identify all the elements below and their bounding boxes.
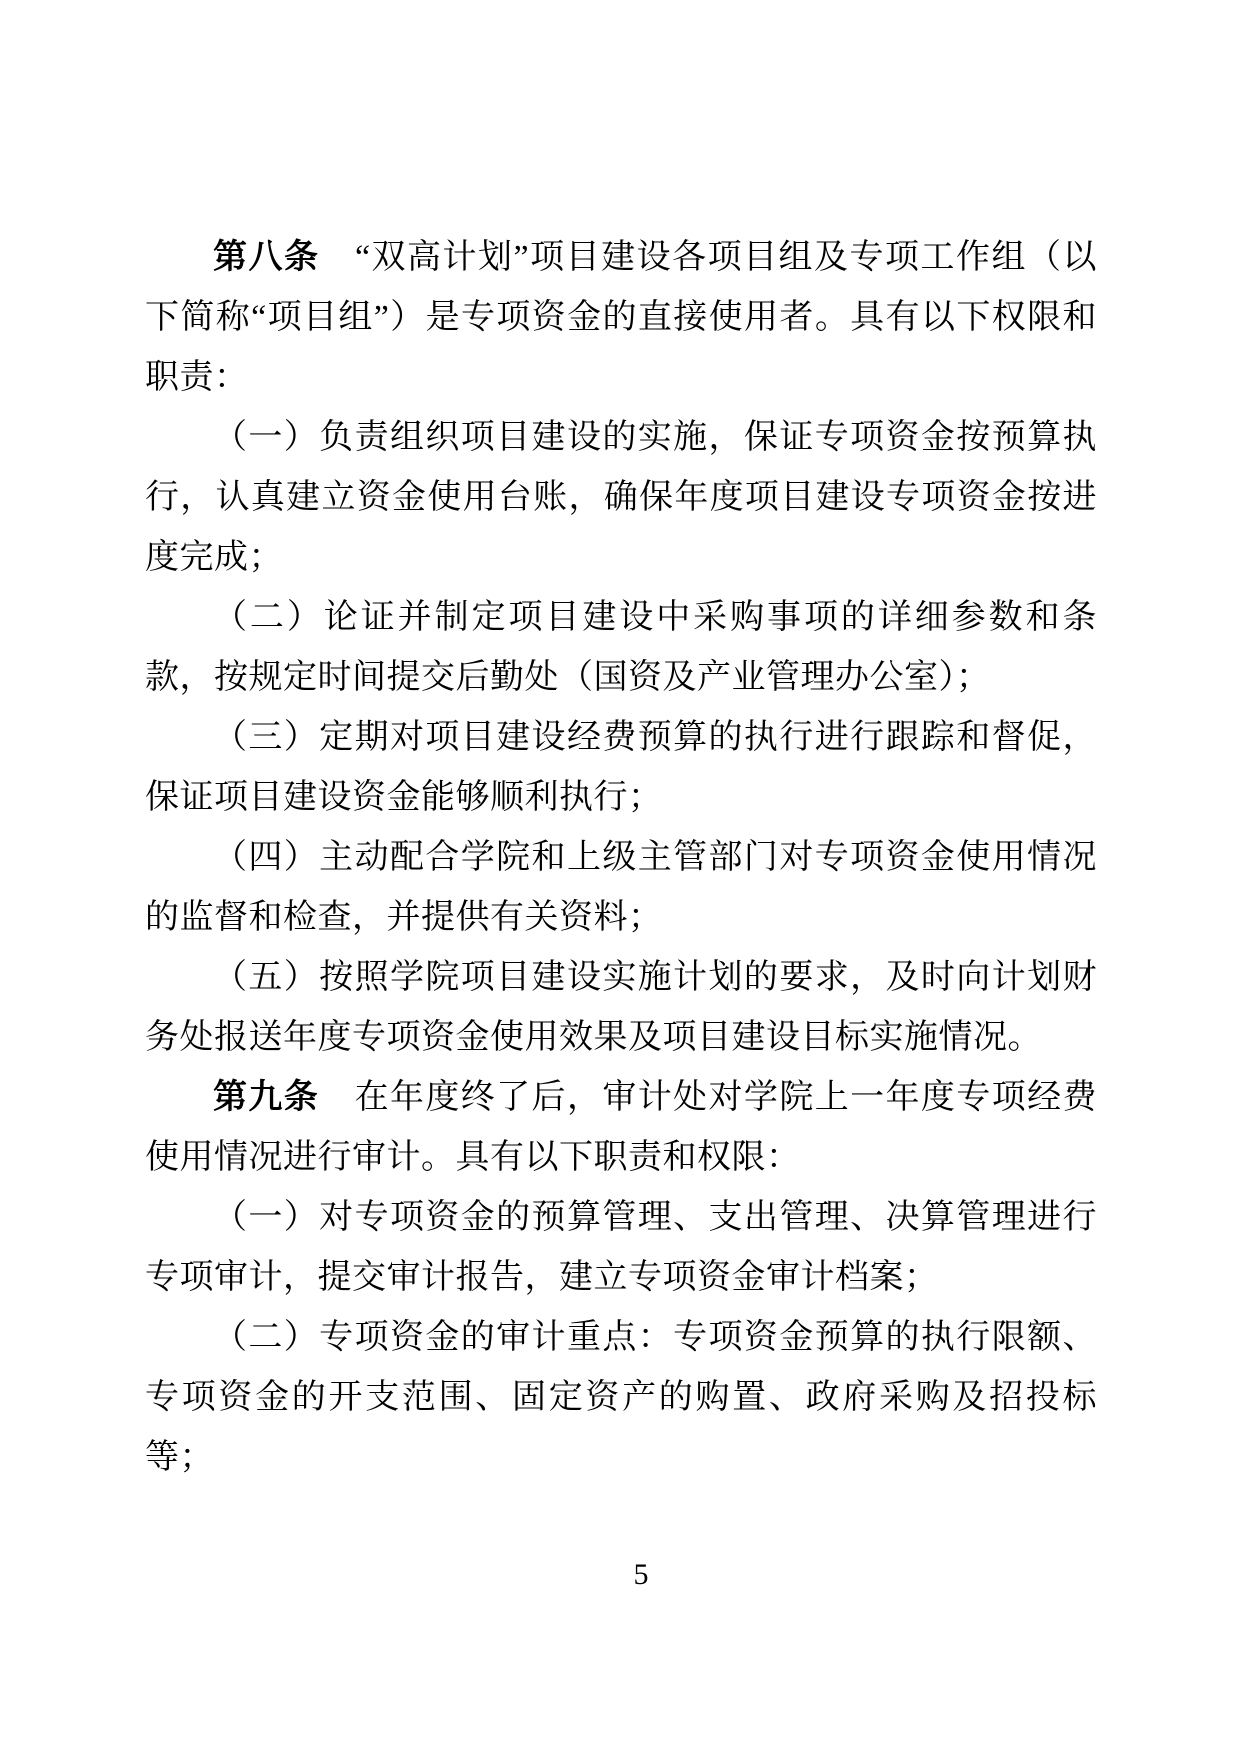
article-number: 第九条	[213, 1079, 320, 1116]
paragraph: 第八条 “双高计划”项目建设各项目组及专项工作组（以下简称“项目组”）是专项资金的直接使用者。具有以下权限和职责：	[145, 239, 1097, 396]
page-footer	[0, 1558, 1240, 1592]
paragraph: （三）定期对项目建设经费预算的执行进行跟踪和督促，保证项目建设资金能够顺利执行；	[145, 719, 1097, 816]
document-body	[145, 228, 1097, 1488]
page-number: 5	[633, 1558, 649, 1591]
article-number: 第八条	[213, 239, 320, 276]
paragraph: （二）专项资金的审计重点：专项资金预算的执行限额、专项资金的开支范围、固定资产的购置、政府采购及招投标等；	[145, 1319, 1097, 1476]
paragraph: （一）负责组织项目建设的实施，保证专项资金按预算执行，认真建立资金使用台账，确保年度项目建设专项资金按进度完成；	[145, 419, 1097, 576]
paragraph: （四）主动配合学院和上级主管部门对专项资金使用情况的监督和检查，并提供有关资料；	[145, 839, 1097, 936]
paragraph: （二）论证并制定项目建设中采购事项的详细参数和条款，按规定时间提交后勤处（国资及产业管理办公室）；	[145, 599, 1097, 696]
paragraph: （一）对专项资金的预算管理、支出管理、决算管理进行专项审计，提交审计报告，建立专项资金审计档案；	[145, 1199, 1097, 1296]
paragraph: （五）按照学院项目建设实施计划的要求，及时向计划财务处报送年度专项资金使用效果及项目建设目标实施情况。	[145, 959, 1097, 1056]
paragraph: 第九条 在年度终了后，审计处对学院上一年度专项经费使用情况进行审计。具有以下职责和权限：	[145, 1079, 1097, 1176]
